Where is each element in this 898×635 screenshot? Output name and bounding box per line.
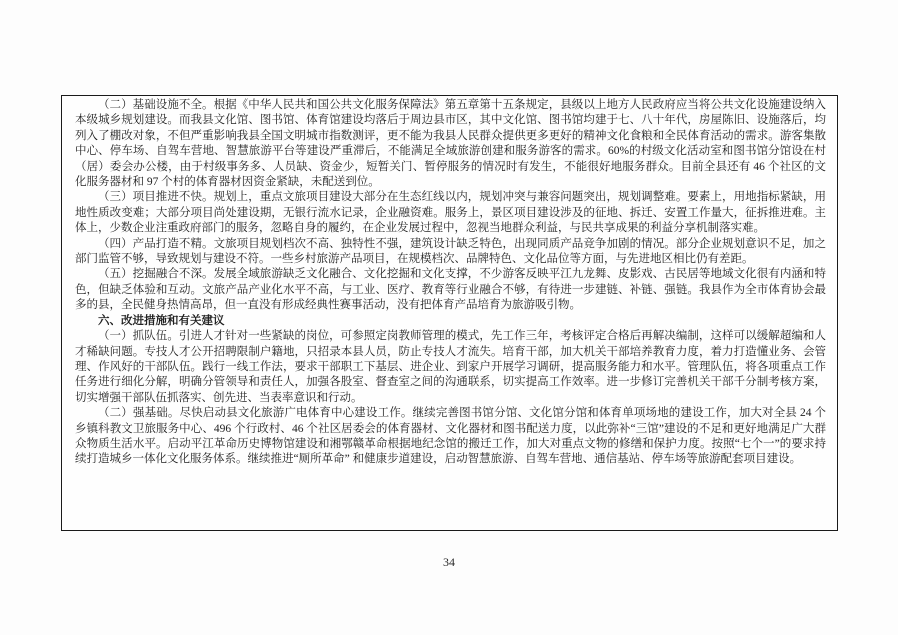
paragraph-project-progress-slow: （三）项目推进不快。规划上，重点文旅项目建设大部分在生态红线以内，规划冲突与兼容问题突出，规划调整难。要素上，用地指标紧缺，用地性质改变难；大部分项目尚处建设期，无银行流水记录，企业融资难。服务上，景区项目建设涉及的征地、拆迁、安置工作量大，征拆推进难。主体上，少数企业注重政府部门的服务，忽略自身的履约，在企业发展过程中，忽视当地群众利益，与民共享成果的利益分享机制落实难。 — [75, 191, 826, 235]
page-border-frame — [61, 95, 838, 531]
paragraph-integration-not-deep: （五）挖掘融合不深。发展全域旅游缺乏文化融合、文化挖掘和文化支撑，不少游客反映平江九龙舞、皮影戏、古民居等地域文化很有内涵和特色，但缺乏体验和互动。文旅产品产业化水平不高，与工业、医疗、教育等行业融合不够，有待进一步建链、补链、强链。我县作为全市体育协会最多的县，全民健身热情高昂，但一直没有形成经典性赛事活动，没有把体育产品培育为旅游吸引物。 — [75, 268, 826, 312]
page-number: 34 — [443, 555, 455, 569]
paragraph-product-not-refined: （四）产品打造不精。文旅项目规划档次不高、独特性不强，建筑设计缺乏特色，出现同质产品竞争加剧的情况。部分企业规划意识不足，加之部门监管不够，导致规划与建设不符。一些乡村旅游产品项目，在规模档次、品牌特色、文化品位等方面，与先进地区相比仍有差距。 — [75, 237, 826, 266]
paragraph-infrastructure-gaps: （二）基础设施不全。根据《中华人民共和国公共文化服务保障法》第五章第十五条规定，县级以上地方人民政府应当将公共文化设施建设纳入本级城乡规划建设。而我县文化馆、图书馆、体育馆建设均落后于周边县市区，其中文化馆、图书馆均建于七、八十年代，房屋陈旧、设施落后，均列入了棚改对象，不但严重影响我县全国文明城市指数测评，更不能为我县人民群众提供更多更好的精神文化食粮和全民体育活动的需求。游客集散中心、停车场、自驾车营地、智慧旅游平台等建设严重滞后，不能满足全域旅游创建和服务游客的需求。60%的村级文化活动室和图书馆分馆设在村（居）委会办公楼，由于村级事务多、人员缺、资金少，短暂关门、暂停服务的情况时有发生，不能很好地服务群众。目前全县还有 46 个社区的文化服务器材和 97 个村的体育器材因资金紧缺，未配送到位。 — [75, 99, 826, 189]
paragraph-team-building: （一）抓队伍。引进人才针对一些紧缺的岗位，可参照定岗教师管理的模式，先工作三年，考核评定合格后再解决编制，这样可以缓解超编和人才稀缺问题。专技人才公开招聘限制户籍地，只招录本县人员，防止专技人才流失。培育干部，加大机关干部培养教育力度，着力打造懂业务、会管理、作风好的干部队伍。践行一线工作法，要求干部职工下基层、进企业、到家户开展学习调研，提高服务能力和水平。管理队伍，将各项重点工作任务进行细化分解，明确分管领导和责任人，加强各股室、督查室之间的沟通联系，切实提高工作效率。进一步修订完善机关干部千分制考核方案，切实增强干部队伍抓落实、创先进、当表率意识和行动。 — [75, 330, 826, 404]
paragraph-strengthen-foundation: （二）强基础。尽快启动县文化旅游广电体育中心建设工作。继续完善图书馆分馆、文化馆分馆和体育单项场地的建设工作，加大对全县 24 个乡镇科教文卫旅服务中心、496 个行政村、46 个社区居委会的体育器材、文化器材和图书配送力度，以此弥补“三馆”建设的不足和更好地满足广大群众物质生活水平。启动平江革命历史博物馆建设和湘鄂赣革命根据地纪念馆的搬迁工作，加大对重点文物的修缮和保护力度。按照“七个一”的要求持续打造城乡一体化文化服务体系。继续推进“厕所革命” 和健康步道建设，启动智慧旅游、自驾车营地、通信基站、停车场等旅游配套项目建设。 — [75, 407, 826, 466]
section-heading-improvement-measures: 六、改进措施和有关建议 — [98, 314, 225, 327]
